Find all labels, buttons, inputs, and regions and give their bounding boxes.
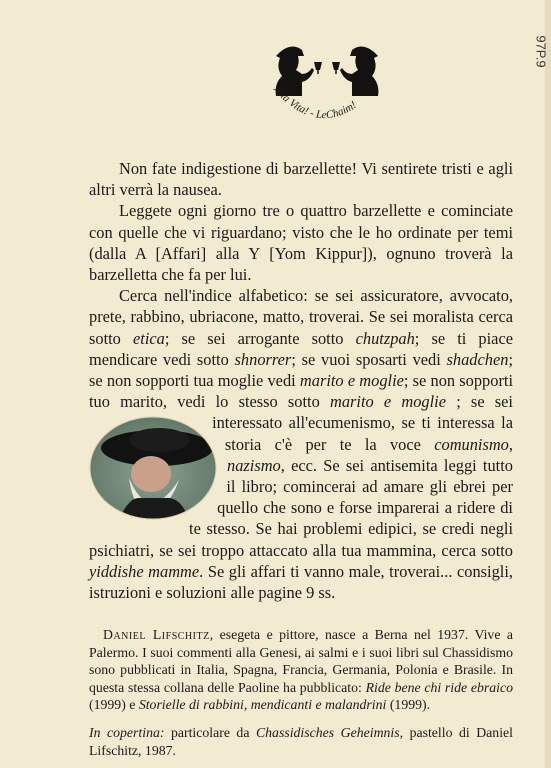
blurb-paragraph-3: Cerca nell'indice alfabetico: se sei assicuratore, avvocato, prete, rabbino, ubriacone, matto, troverai. Se sei moralista cerca sotto etica; se sei arrogante sotto chutzpah; se ti piace mendicare vedi sotto shnorrer; se vuoi sposarti vedi shadchen; se non sopporti tua moglie vedi marito e moglie; se non sopporti tuo marito, vedi lo stesso sotto marito e moglie ; se sei interessato all'ecumenismo, se ti interessa la storia c'è per te la voce comunismo, nazismo, ecc. Se sei antisemita leggi tutto il libro; comincerai ad amare gli ebrei per quello che sono e forse imparerai a ridere di te stesso. Se hai problemi edipici, se credi negli psichiatri, se sei troppo attaccato alla tua mammina, cerca sotto yiddishe mamme. Se gli affari ti vanno male, troverai... consigli, istruzioni e soluzioni alle pagine 9 ss. — [89, 286, 514, 603]
cover-credit: In copertina: particolare da Chassidisches Geheimnis, pastello di Daniel Lifschitz, 1987. — [89, 724, 513, 758]
lechaim-logo-icon — [262, 40, 392, 140]
author-bio — [89, 626, 513, 759]
rabbi-portrait-image — [89, 416, 217, 520]
svg-text:Alla Vita! - LeChaim! — [270, 83, 359, 121]
page-edge — [545, 0, 551, 768]
rabbi-portrait — [89, 416, 217, 522]
blurb-paragraph-1: Non fate indigestione di barzellette! Vi sentirete tristi e agli altri verrà la nausea. — [89, 159, 513, 200]
blurb-paragraph-2: Leggete ogni giorno tre o quattro barzellette e cominciate con quelle che vi riguardano; visto che le ho ordinate per temi (dalla A [Affari] alla Y [Yom Kippur]), ognuno troverà la barzelletta che fa per lui. — [89, 201, 513, 285]
logo-caption: Alla Vita! - LeChaim! — [271, 83, 359, 122]
author-name: Daniel Lifschitz — [103, 627, 210, 642]
blurb — [89, 158, 513, 603]
bio-paragraph: Daniel Lifschitz, esegeta e pittore, nasce a Berna nel 1937. Vive a Palermo. I suoi commenti alla Genesi, ai salmi e i suoi libri sul Chassidismo sono pubblicati in Italia, Spagna, Francia, Germania, Polonia e Brasile. In questa stessa collana delle Paoline ha pubblicato: Ride bene chi ride ebraico (1999) e Storielle di rabbini, mendicanti e malandrini (1999). — [89, 627, 513, 713]
corner-code: 97P.9 — [533, 35, 549, 68]
